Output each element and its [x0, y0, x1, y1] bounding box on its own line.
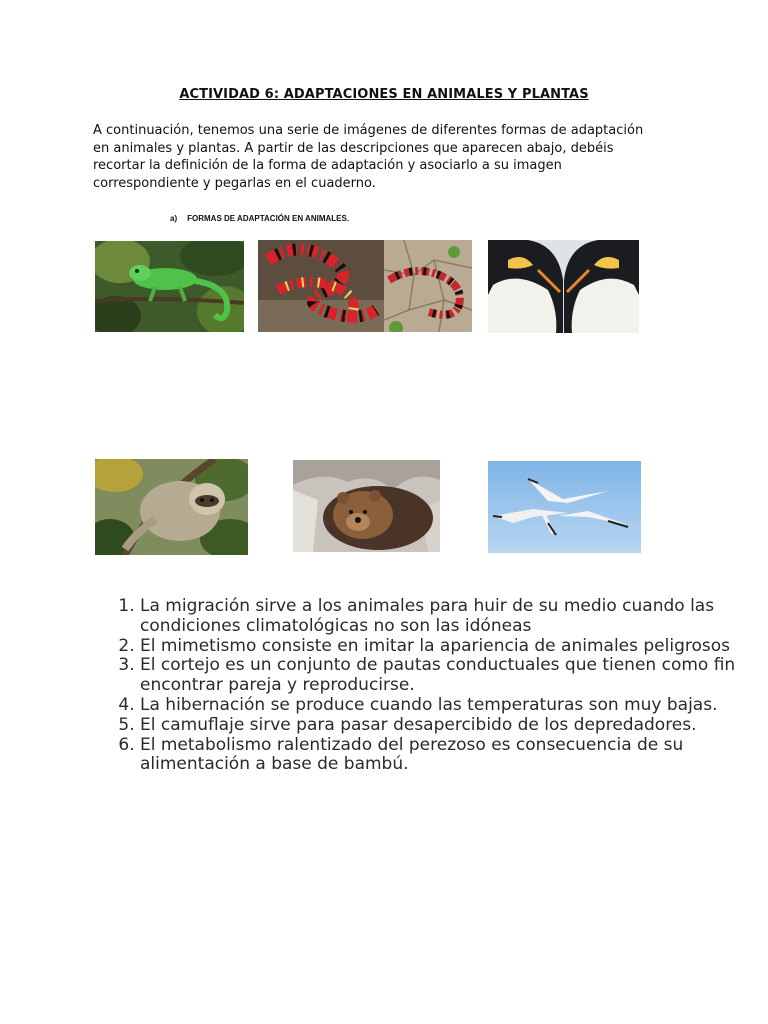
page-title: ACTIVIDAD 6: ADAPTACIONES EN ANIMALES Y PLANTAS	[179, 87, 589, 102]
list-item: 4. La hibernación se produce cuando las temperaturas son muy bajas.	[140, 696, 740, 716]
section-marker: a)	[170, 214, 178, 223]
section-label: FORMAS DE ADAPTACIÓN EN ANIMALES.	[187, 214, 350, 223]
intro-paragraph: A continuación, tenemos una serie de imágenes de diferentes formas de adaptación en animales y plantas. A partir de las descripciones que aparecen abajo, debéis recortar la definición de la forma de adaptación y asociarlo a su imagen correspondiente y pegarlas en el cuaderno.	[93, 123, 644, 191]
list-item: 6. El metabolismo ralentizado del perezoso es consecuencia de su alimentación a base de bambú.	[140, 736, 740, 776]
section-heading	[170, 214, 349, 223]
list-item: 3. El cortejo es un conjunto de pautas conductuales que tienen como fin encontrar pareja y reproducirse.	[140, 656, 740, 696]
bear-photo	[293, 460, 440, 552]
coral-snake-photo	[258, 240, 384, 332]
list-item: 2. El mimetismo consiste en imitar la apariencia de animales peligrosos	[140, 637, 740, 657]
definitions-list	[100, 597, 740, 775]
penguins-photo	[488, 240, 639, 333]
geese-photo	[488, 461, 641, 553]
milk-snake-photo	[384, 240, 472, 332]
sloth-photo	[95, 459, 248, 555]
chameleon-photo	[95, 241, 244, 332]
list-item: 1. La migración sirve a los animales para huir de su medio cuando las condiciones climatológicas no son las idóneas	[140, 597, 740, 637]
list-item: 5. El camuflaje sirve para pasar desapercibido de los depredadores.	[140, 716, 740, 736]
